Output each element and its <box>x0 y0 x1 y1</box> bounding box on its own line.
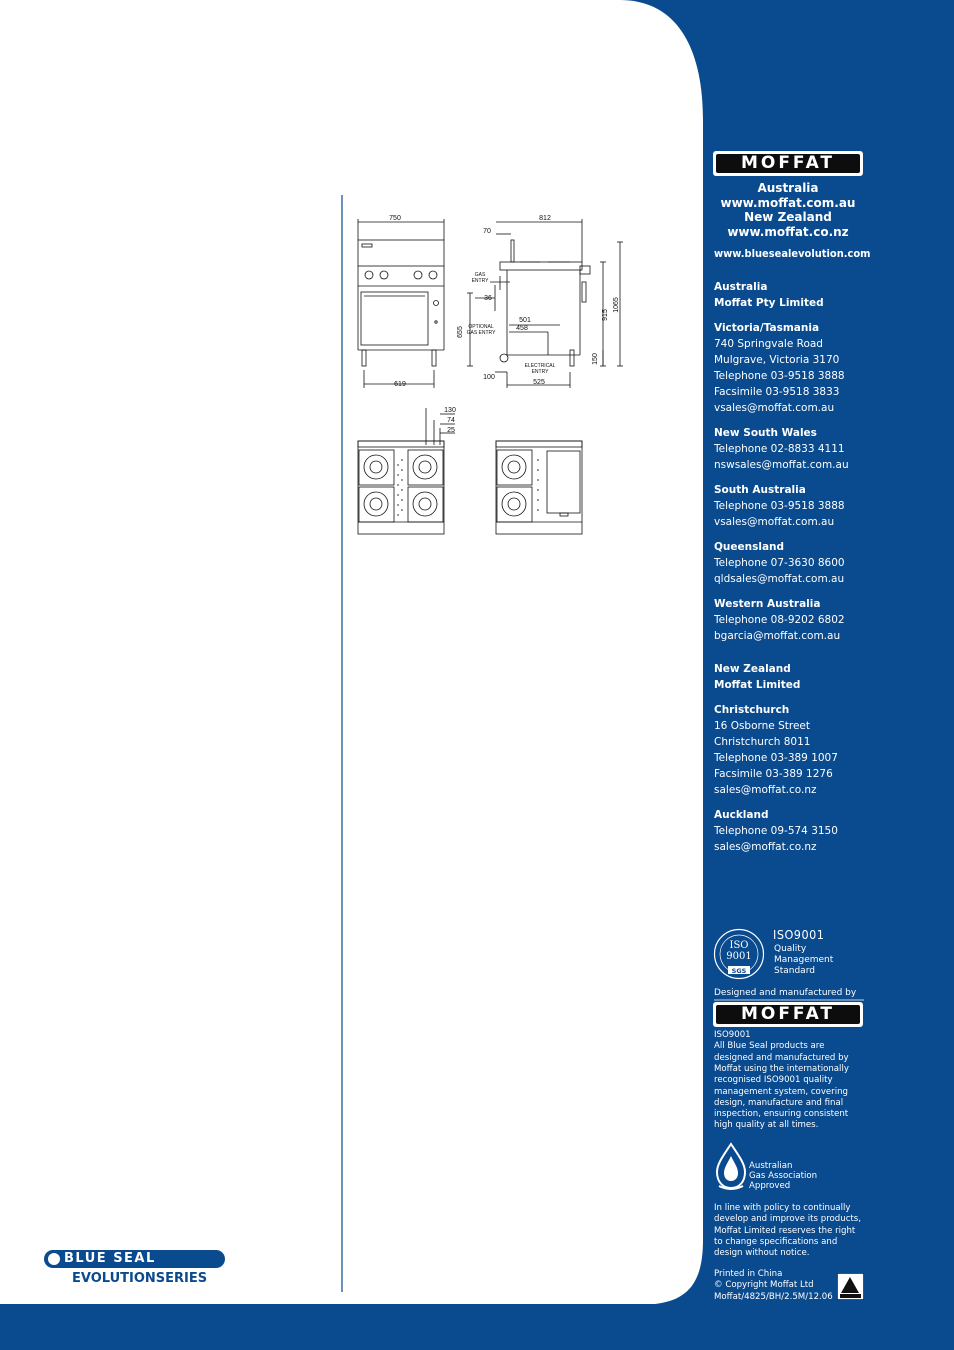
policy-line: In line with policy to continually <box>714 1203 851 1213</box>
contact-block <box>714 320 845 416</box>
contact-block <box>714 661 800 693</box>
designed-by-underline <box>714 999 864 1001</box>
dim-619: 619 <box>394 381 406 388</box>
dim-1065: 1065 <box>613 297 620 313</box>
contact-heading: New Zealand <box>714 663 791 675</box>
contact-line: Moffat Limited <box>714 679 801 691</box>
aga-line: Approved <box>749 1181 791 1191</box>
policy-line: Moffat Limited reserves the right <box>714 1225 856 1236</box>
dim-25: 25 <box>447 427 455 434</box>
website-link[interactable]: www.moffat.com.au <box>720 195 856 210</box>
aga-line: Gas Association <box>749 1171 818 1181</box>
contact-line: Christchurch 8011 <box>714 736 811 748</box>
website-link[interactable]: www.moffat.co.nz <box>727 224 849 239</box>
dim-750: 750 <box>389 215 401 222</box>
email-link[interactable]: sales@moffat.co.nz <box>714 784 817 796</box>
contact-heading: Victoria/Tasmania <box>714 322 820 334</box>
contact-block <box>714 702 838 798</box>
contact-line: Telephone 03-9518 3888 <box>714 370 845 382</box>
country-line: Australia <box>757 181 819 195</box>
moffat-logo-text: MOFFAT <box>716 1005 860 1024</box>
dim-525: 525 <box>533 379 545 386</box>
iso-title: ISO9001 <box>773 927 825 942</box>
contact-heading: Western Australia <box>714 598 821 610</box>
policy-line: design without notice. <box>714 1248 810 1259</box>
policy-line: develop and improve its products, <box>714 1214 861 1225</box>
gas-entry-label: ENTRY <box>471 278 489 284</box>
blue-seal-logo <box>44 1250 225 1286</box>
iso-seal-icon <box>713 928 765 980</box>
dim-74: 74 <box>447 417 455 424</box>
country-line: New Zealand <box>744 210 832 224</box>
contact-heading: Christchurch <box>714 704 790 716</box>
dim-458: 458 <box>516 325 528 332</box>
contact-line: Telephone 02-8833 4111 <box>714 443 845 455</box>
moffat-logo-bottom <box>713 1002 863 1027</box>
contact-block <box>714 482 845 530</box>
contact-heading: South Australia <box>714 484 806 496</box>
iso-description-line: management system, covering <box>714 1086 849 1097</box>
iso-description-line: ISO9001 <box>714 1030 751 1040</box>
blue-seal-badge <box>44 1250 225 1268</box>
contact-block <box>714 539 845 587</box>
dim-150: 150 <box>592 353 599 365</box>
dim-100: 100 <box>483 374 495 381</box>
dim-501: 501 <box>519 317 531 324</box>
contact-line: Telephone 09-574 3150 <box>714 825 838 837</box>
iso-description-line: Moffat using the internationally <box>714 1063 849 1074</box>
contact-line: 740 Springvale Road <box>714 338 823 350</box>
iso-line: Quality <box>774 944 807 954</box>
contact-line: Telephone 08-9202 6802 <box>714 614 845 626</box>
contact-block <box>714 596 845 644</box>
email-link[interactable]: vsales@moffat.com.au <box>714 402 835 414</box>
contact-line: Facsimile 03-389 1276 <box>714 768 833 780</box>
iso-description-line: designed and manufactured by <box>714 1052 849 1063</box>
contact-line: Moffat Pty Limited <box>714 297 824 309</box>
optional-gas-label: GAS ENTRY <box>466 330 496 336</box>
iso-description-line: All Blue Seal products are <box>714 1041 825 1052</box>
evolution-website-link[interactable]: www.bluesealevolution.com <box>714 247 871 260</box>
dim-70: 70 <box>483 228 491 235</box>
contact-heading: Queensland <box>714 541 785 553</box>
electrical-entry-label: ELECTRICAL <box>524 363 556 369</box>
dim-655: 655 <box>457 326 464 338</box>
contact-block <box>714 807 838 855</box>
aga-approved-icon <box>713 1142 749 1192</box>
contact-line: 16 Osborne Street <box>714 720 811 732</box>
iso-description-line: high quality at all times. <box>714 1120 819 1131</box>
printed-line: Printed in China <box>714 1269 783 1279</box>
certification-mark-icon <box>837 1273 864 1300</box>
contact-block <box>714 425 849 473</box>
designed-by-label: Designed and manufactured by <box>714 988 857 998</box>
email-link[interactable]: vsales@moffat.com.au <box>714 516 835 528</box>
technical-diagram <box>350 205 630 545</box>
contact-heading: Auckland <box>714 809 769 821</box>
iso-description-line: inspection, ensuring consistent <box>714 1109 849 1120</box>
contact-block <box>714 279 824 311</box>
iso-line: Management <box>774 955 834 965</box>
contact-line: Telephone 07-3630 8600 <box>714 557 845 569</box>
printed-line: © Copyright Moffat Ltd <box>714 1280 814 1291</box>
iso-description-line: recognised ISO9001 quality <box>714 1075 833 1086</box>
iso-seal-top: ISO <box>729 940 749 951</box>
moffat-logo-text: MOFFAT <box>716 154 860 173</box>
country-header <box>706 181 870 239</box>
contact-heading: New South Wales <box>714 427 817 439</box>
dim-812: 812 <box>539 215 551 222</box>
email-link[interactable]: nswsales@moffat.com.au <box>714 459 849 471</box>
iso-seal-mark: SGS <box>731 967 747 975</box>
blue-seal-text: BLUE SEAL <box>64 1251 156 1266</box>
contact-heading: Australia <box>714 281 768 293</box>
contact-line: Telephone 03-9518 3888 <box>714 500 845 512</box>
moffat-logo-top <box>713 151 863 176</box>
dim-915: 915 <box>602 309 609 321</box>
policy-line: to change specifications and <box>714 1236 838 1247</box>
iso-line: Standard <box>774 966 815 976</box>
printed-line: Moffat/4825/BH/2.5M/12.06 <box>714 1291 833 1302</box>
email-link[interactable]: bgarcia@moffat.com.au <box>714 630 841 642</box>
email-link[interactable]: sales@moffat.co.nz <box>714 841 817 853</box>
optional-gas-label: OPTIONAL <box>468 324 494 330</box>
electrical-entry-label: ENTRY <box>531 369 549 375</box>
contact-line: Telephone 03-389 1007 <box>714 752 838 764</box>
iso-description-line: design, manufacture and final <box>714 1097 844 1108</box>
evolution-series-text: EVOLUTIONSERIES <box>72 1271 208 1286</box>
email-link[interactable]: qldsales@moffat.com.au <box>714 573 845 585</box>
iso-seal-bottom: 9001 <box>726 951 752 962</box>
blue-seal-dot-icon <box>48 1253 60 1265</box>
dim-130: 130 <box>444 407 456 414</box>
aga-line: Australian <box>749 1161 793 1171</box>
gas-entry-label: GAS <box>474 272 486 278</box>
contact-line: Facsimile 03-9518 3833 <box>714 386 840 398</box>
dim-36: 36 <box>484 295 492 302</box>
contact-line: Mulgrave, Victoria 3170 <box>714 354 840 366</box>
